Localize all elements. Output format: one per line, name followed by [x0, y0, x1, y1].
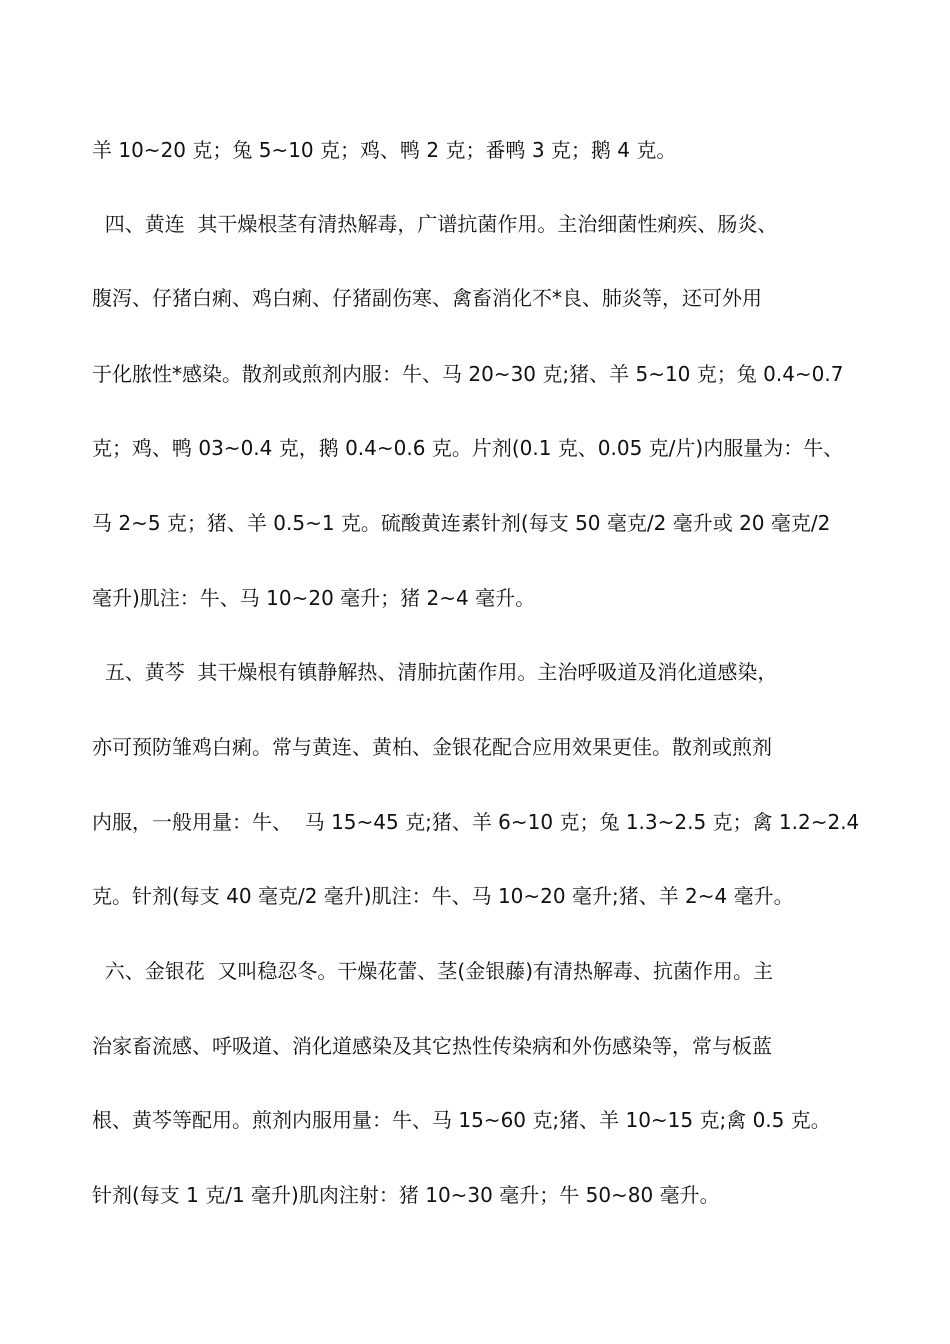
text-line-2: 四、黄连 其干燥根茎有清热解毒，广谱抗菌作用。主治细菌性痢疾、肠炎、: [92, 212, 778, 236]
text-line-12: 六、金银花 又叫稳忍冬。干燥花蕾、茎(金银藤)有清热解毒、抗菌作用。主: [92, 959, 774, 983]
text-line-4: 于化脓性*感染。散剂或煎剂内服：牛、马 20~30 克;猪、羊 5~10 克；兔 0.4~0.7: [92, 362, 844, 386]
text-line-3: 腹泻、仔猪白痢、鸡白痢、仔猪副伤寒、禽畜消化不*良、肺炎等，还可外用: [92, 286, 762, 310]
document-page: [92, 0, 862, 1344]
text-line-15: 针剂(每支 1 克/1 毫升)肌肉注射：猪 10~30 毫升；牛 50~80 毫升。: [92, 1183, 720, 1207]
text-line-1: 羊 10~20 克；兔 5~10 克；鸡、鸭 2 克；番鸭 3 克；鹅 4 克。: [92, 138, 677, 162]
text-line-9: 亦可预防雏鸡白痢。常与黄连、黄柏、金银花配合应用效果更佳。散剂或煎剂: [92, 735, 772, 759]
text-line-8: 五、黄芩 其干燥根有镇静解热、清肺抗菌作用。主治呼吸道及消化道感染，: [92, 660, 778, 684]
text-line-10: 内服，一般用量：牛、 马 15~45 克;猪、羊 6~10 克；兔 1.3~2.5 克；禽 1.2~2.4: [92, 810, 860, 834]
text-line-14: 根、黄芩等配用。煎剂内服用量：牛、马 15~60 克;猪、羊 10~15 克;禽 0.5 克。: [92, 1108, 831, 1132]
text-line-7: 毫升)肌注：牛、马 10~20 毫升；猪 2~4 毫升。: [92, 586, 536, 610]
text-line-6: 马 2~5 克；猪、羊 0.5~1 克。硫酸黄连素针剂(每支 50 毫克/2 毫升或 20 毫克/2: [92, 511, 831, 535]
text-line-11: 克。针剂(每支 40 毫克/2 毫升)肌注：牛、马 10~20 毫升;猪、羊 2~4 毫升。: [92, 884, 794, 908]
text-line-5: 克；鸡、鸭 03~0.4 克，鹅 0.4~0.6 克。片剂(0.1 克、0.05 克/片)内服量为：牛、: [92, 436, 844, 460]
text-line-13: 治家畜流感、呼吸道、消化道感染及其它热性传染病和外伤感染等，常与板蓝: [92, 1034, 772, 1058]
